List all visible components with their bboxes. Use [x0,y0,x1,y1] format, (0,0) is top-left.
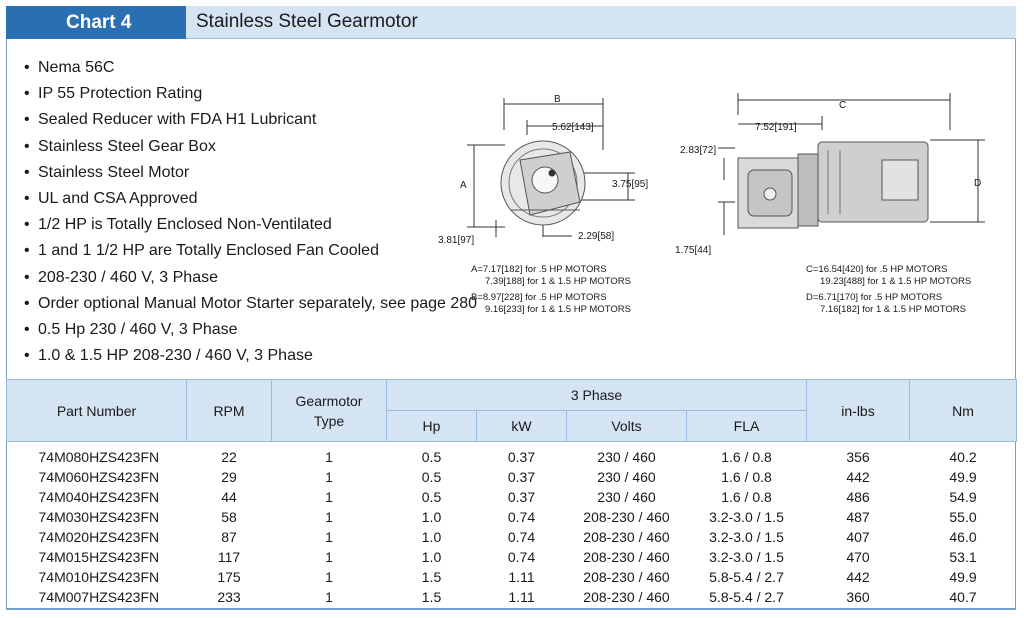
feature-item [24,343,477,369]
header-part-number: Part Number [7,380,187,442]
dimension-drawings [430,90,1010,330]
cell-nm: 55.0 [949,509,977,525]
cell-rpm: 44 [221,489,237,505]
dim-a-label: A [460,180,467,191]
feature-item [24,134,477,160]
cell-kw: 1.11 [508,589,535,605]
dim-front-bottom-left: 3.81[97] [438,235,475,246]
side-notes [806,264,971,316]
dim-b-label: B [554,94,561,105]
cell-gearmotor-type: 1 [325,489,333,505]
cell-part-number: 74M060HZS423FN [38,469,160,485]
header-rpm: RPM [187,380,272,442]
cell-part-number: 74M015HZS423FN [38,549,160,565]
cell-part-number: 74M030HZS423FN [38,509,160,525]
cell-rpm: 58 [221,509,237,525]
bullet-icon: • [24,189,30,207]
feature-text: Order optional Manual Motor Starter separately, see page 280 [38,294,478,312]
cell-nm: 40.7 [949,589,977,605]
header-3-phase: 3 Phase [387,380,807,411]
cell-kw: 0.74 [507,529,536,545]
bullet-icon: • [24,137,30,155]
dim-side-left-top: 2.83[72] [680,145,717,156]
header-fla: FLA [687,411,807,442]
cell-part-number: 74M080HZS423FN [38,449,160,465]
bullet-icon: • [24,294,30,312]
feature-item [24,81,477,107]
header-gearmotor-type-label: Gearmotor Type [295,392,363,429]
feature-item [24,212,477,238]
cell-hp: 1.5 [421,569,442,585]
dim-c-label: C [839,100,847,111]
cell-fla: 1.6 / 0.8 [721,449,772,465]
cell-gearmotor-type: 1 [325,529,333,545]
side-note: 19.23[488] for 1 & 1.5 HP MOTORS [820,276,972,287]
feature-text: Sealed Reducer with FDA H1 Lubricant [38,111,317,129]
cell-hp: 1.0 [421,509,442,525]
table-row [7,442,1017,468]
feature-item [24,291,477,317]
cell-nm: 53.1 [949,549,977,565]
cell-nm: 49.9 [949,569,977,585]
cell-part-number: 74M007HZS423FN [38,589,160,605]
cell-hp: 0.5 [421,469,442,485]
feature-text: UL and CSA Approved [38,189,198,207]
bullet-icon: • [24,216,30,234]
cell-in-lbs: 360 [846,589,870,605]
cell-gearmotor-type: 1 [325,449,333,465]
cell-fla: 3.2-3.0 / 1.5 [709,509,784,525]
cell-hp: 0.5 [421,449,442,465]
cell-part-number: 74M040HZS423FN [38,489,160,505]
front-note: 7.39[188] for 1 & 1.5 HP MOTORS [485,276,631,287]
side-note: C=16.54[420] for .5 HP MOTORS [806,264,948,275]
cell-kw: 1.11 [508,569,535,585]
cell-in-lbs: 487 [846,509,870,525]
header-volts: Volts [567,411,687,442]
front-note: A=7.17[182] for .5 HP MOTORS [471,264,607,275]
table-row [7,487,1017,507]
cell-volts: 208-230 / 460 [583,569,670,585]
cell-kw: 0.74 [507,509,536,525]
dim-side-top: 7.52[191] [755,122,797,133]
cell-gearmotor-type: 1 [325,469,333,485]
cell-part-number: 74M020HZS423FN [38,529,160,545]
spec-table-wrap [6,379,1016,607]
feature-text: 1/2 HP is Totally Enclosed Non-Ventilated [38,216,332,234]
feature-text: 1.0 & 1.5 HP 208-230 / 460 V, 3 Phase [38,347,313,365]
dim-front-bottom-right: 2.29[58] [578,231,615,242]
feature-text: 0.5 Hp 230 / 460 V, 3 Phase [38,320,238,338]
cell-kw: 0.37 [507,489,536,505]
cell-rpm: 117 [217,549,241,565]
header-hp: Hp [387,411,477,442]
side-note: 7.16[182] for 1 & 1.5 HP MOTORS [820,304,966,315]
bullet-icon: • [24,347,30,365]
bottom-rule [6,608,1016,610]
cell-rpm: 175 [217,569,241,585]
cell-fla: 5.8-5.4 / 2.7 [709,569,784,585]
cell-nm: 54.9 [949,489,977,505]
cell-rpm: 87 [221,529,237,545]
feature-item [24,55,477,81]
cell-gearmotor-type: 1 [325,509,333,525]
cell-rpm: 29 [221,469,237,485]
cell-part-number: 74M010HZS423FN [38,569,160,585]
chart-title: Stainless Steel Gearmotor [186,6,1016,39]
front-note: B=8.97[228] for .5 HP MOTORS [471,292,607,303]
table-row [7,587,1017,607]
bullet-icon: • [24,163,30,181]
cell-gearmotor-type: 1 [325,589,333,605]
chart-header [6,6,1016,39]
cell-rpm: 22 [221,449,237,465]
cell-in-lbs: 470 [846,549,870,565]
table-row [7,467,1017,487]
cell-fla: 3.2-3.0 / 1.5 [709,549,784,565]
bullet-icon: • [24,59,30,76]
bullet-icon: • [24,320,30,338]
spec-table-body [7,442,1017,608]
front-notes [471,264,631,316]
cell-fla: 5.8-5.4 / 2.7 [709,589,784,605]
cell-in-lbs: 407 [846,529,870,545]
chart-label: Chart 4 [6,6,186,39]
feature-text: Stainless Steel Motor [38,163,190,181]
cell-volts: 208-230 / 460 [583,549,670,565]
cell-hp: 1.0 [421,529,442,545]
cell-volts: 230 / 460 [597,469,656,485]
cell-kw: 0.37 [507,469,536,485]
cell-kw: 0.74 [507,549,536,565]
feature-item [24,160,477,186]
cell-fla: 1.6 / 0.8 [721,489,772,505]
header-nm: Nm [910,380,1017,442]
cell-nm: 46.0 [949,529,977,545]
feature-list [24,55,477,369]
dim-side-left-bottom: 1.75[44] [675,245,712,256]
cell-volts: 208-230 / 460 [583,509,670,525]
dim-d-label: D [974,178,982,189]
feature-text: 208-230 / 460 V, 3 Phase [38,268,218,286]
table-row [7,547,1017,567]
cell-volts: 230 / 460 [597,449,656,465]
bullet-icon: • [24,242,30,260]
feature-text: 1 and 1 1/2 HP are Totally Enclosed Fan Cooled [38,242,379,260]
bullet-icon: • [24,85,30,103]
side-note: D=6.71[170] for .5 HP MOTORS [806,292,943,303]
cell-fla: 3.2-3.0 / 1.5 [709,529,784,545]
cell-volts: 230 / 460 [597,489,656,505]
feature-item [24,238,477,264]
table-row [7,527,1017,547]
dim-front-right: 3.75[95] [612,179,649,190]
spec-table [6,379,1017,607]
cell-gearmotor-type: 1 [325,569,333,585]
feature-item [24,265,477,291]
header-kw: kW [477,411,567,442]
cell-nm: 40.2 [949,449,977,465]
feature-item [24,107,477,133]
front-note: 9.16[233] for 1 & 1.5 HP MOTORS [485,304,631,315]
cell-hp: 0.5 [421,489,442,505]
dim-front-top: 5.62[143] [552,122,594,133]
bullet-icon: • [24,268,30,286]
cell-rpm: 233 [217,589,241,605]
cell-fla: 1.6 / 0.8 [721,469,772,485]
cell-in-lbs: 442 [846,569,870,585]
cell-in-lbs: 442 [846,469,870,485]
header-in-lbs: in-lbs [807,380,910,442]
table-row [7,567,1017,587]
cell-nm: 49.9 [949,469,977,485]
feature-item [24,186,477,212]
cell-hp: 1.0 [421,549,442,565]
cell-volts: 208-230 / 460 [583,529,670,545]
feature-text: IP 55 Protection Rating [38,85,203,103]
table-row [7,507,1017,527]
cell-in-lbs: 356 [846,449,870,465]
cell-gearmotor-type: 1 [325,549,333,565]
bullet-icon: • [24,111,30,129]
header-gearmotor-type [272,380,387,442]
feature-item [24,317,477,343]
cell-volts: 208-230 / 460 [583,589,670,605]
cell-in-lbs: 486 [846,489,870,505]
cell-hp: 1.5 [421,589,442,605]
feature-text: Stainless Steel Gear Box [38,137,216,155]
cell-kw: 0.37 [507,449,536,465]
feature-text: Nema 56C [38,59,115,76]
